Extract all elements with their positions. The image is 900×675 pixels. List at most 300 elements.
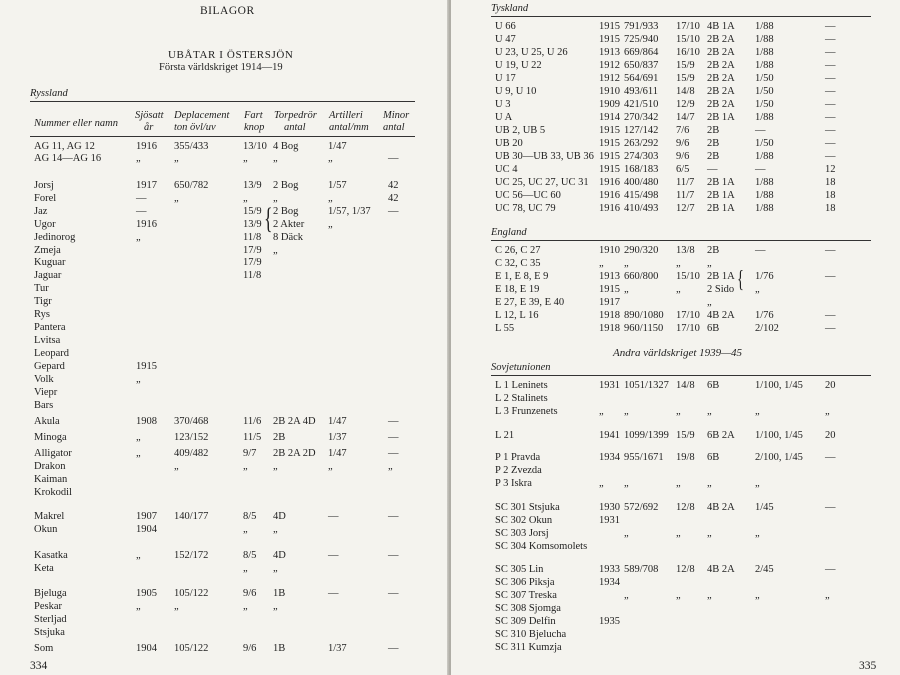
cell-displacement: 650/837: [624, 60, 659, 71]
cell-name: U 23, U 25, U 26: [495, 47, 568, 58]
col-header-displacement-unit: ton övl/uv: [174, 122, 216, 133]
cell-displacement: 589/708: [624, 564, 659, 575]
cell-speed: 8/5: [243, 550, 257, 561]
cell-mines: —: [825, 21, 836, 32]
cell-speed: 11/7: [676, 190, 695, 201]
cell-launched: 1915: [136, 361, 157, 372]
cell-speed: 17/9: [243, 257, 262, 268]
cell-launched: „: [136, 374, 141, 385]
cell-launched: 1916: [136, 141, 157, 152]
cell-artillery: 1/88: [755, 190, 774, 201]
cell-launched: 1913: [599, 271, 620, 282]
page-number: 334: [30, 660, 48, 672]
cell-displacement: 263/292: [624, 138, 659, 149]
right-page: [451, 0, 900, 675]
cell-launched: 1912: [599, 73, 620, 84]
cell-mines: —: [388, 153, 399, 164]
cell-artillery: —: [755, 164, 766, 175]
cell-torpedo: 2B 2A: [707, 34, 735, 45]
cell-torpedo: „: [273, 601, 278, 612]
cell-displacement: 140/177: [174, 511, 209, 522]
cell-launched: 1931: [599, 380, 620, 391]
cell-torpedo: 4B 2A: [707, 564, 735, 575]
cell-artillery: 1/57: [328, 180, 347, 191]
cell-torpedo: 6B: [707, 323, 720, 334]
cell-name: SC 301 Stsjuka: [495, 502, 560, 513]
cell-displacement: 725/940: [624, 34, 659, 45]
cell-mines: —: [388, 416, 399, 427]
cell-launched: 1912: [599, 60, 620, 71]
cell-name: Peskar: [34, 601, 62, 612]
cell-torpedo: „: [707, 590, 712, 601]
cell-artillery: 2/100, 1/45: [755, 452, 803, 463]
cell-artillery: 1/57, 1/37: [328, 206, 371, 217]
col-header-torpedo-unit: antal: [284, 122, 306, 133]
cell-mines: 18: [825, 177, 836, 188]
cell-launched: 1934: [599, 577, 620, 588]
cell-name: U 66: [495, 21, 516, 32]
section-heading-russia: Ryssland: [30, 88, 68, 99]
cell-torpedo: 1B: [273, 588, 286, 599]
cell-name: UC 25, UC 27, UC 31: [495, 177, 589, 188]
cell-name: Gepard: [34, 361, 65, 372]
section-heading-soviet: Sovjetunionen: [491, 362, 551, 373]
cell-mines: —: [825, 138, 836, 149]
cell-speed: 9/6: [243, 588, 257, 599]
cell-torpedo: 2B 2A: [707, 73, 735, 84]
cell-name: Kasatka: [34, 550, 68, 561]
cell-name: C 26, C 27: [495, 245, 541, 256]
cell-name: SC 304 Komsomolets: [495, 541, 588, 552]
cell-name: Volk: [34, 374, 54, 385]
cell-mines: —: [825, 245, 836, 256]
cell-name: U 19, U 22: [495, 60, 542, 71]
cell-displacement: 421/510: [624, 99, 659, 110]
cell-launched: „: [136, 153, 141, 164]
cell-artillery: „: [755, 590, 760, 601]
cell-torpedo: 4B 2A: [707, 502, 735, 513]
cell-name: SC 307 Treska: [495, 590, 557, 601]
cell-speed: 17/10: [676, 310, 700, 321]
cell-speed: „: [243, 524, 248, 535]
cell-artillery: „: [328, 219, 333, 230]
cell-name: Drakon: [34, 461, 66, 472]
cell-speed: 15/9: [243, 206, 262, 217]
cell-launched: „: [599, 478, 604, 489]
cell-artillery: 1/88: [755, 60, 774, 71]
cell-displacement: 890/1080: [624, 310, 664, 321]
cell-artillery: 1/76: [755, 271, 774, 282]
cell-name: Lvitsa: [34, 335, 61, 346]
cell-launched: —: [136, 193, 147, 204]
cell-speed: 11/5: [243, 432, 262, 443]
cell-launched: 1918: [599, 323, 620, 334]
cell-speed: „: [243, 563, 248, 574]
cell-artillery: 1/37: [328, 432, 347, 443]
cell-launched: 1910: [599, 86, 620, 97]
cell-name: SC 310 Bjelucha: [495, 629, 567, 640]
cell-mines: 20: [825, 380, 836, 391]
cell-artillery: 1/88: [755, 151, 774, 162]
cell-speed: 9/6: [676, 138, 690, 149]
cell-speed: 9/6: [676, 151, 690, 162]
cell-name: P 3 Iskra: [495, 478, 532, 489]
cell-name: Kaiman: [34, 474, 68, 485]
cell-displacement: 410/493: [624, 203, 659, 214]
cell-name: U 47: [495, 34, 516, 45]
cell-artillery: 1/100, 1/45: [755, 380, 803, 391]
cell-mines: —: [825, 47, 836, 58]
cell-speed: „: [676, 258, 681, 269]
cell-torpedo: 2B 2A 2D: [273, 448, 316, 459]
cell-launched: 1933: [599, 564, 620, 575]
cell-speed: 13/9: [243, 219, 262, 230]
page-title: UBÅTAR I ÖSTERSJÖN: [168, 49, 294, 61]
england-rule: [491, 240, 871, 241]
cell-name: L 55: [495, 323, 515, 334]
cell-name: Rys: [34, 309, 50, 320]
cell-torpedo: 2B 1A: [707, 112, 735, 123]
cell-displacement: 415/498: [624, 190, 659, 201]
cell-torpedo: „: [273, 563, 278, 574]
cell-speed: 11/6: [243, 416, 262, 427]
cell-torpedo: 4B 2A: [707, 310, 735, 321]
cell-displacement: 564/691: [624, 73, 659, 84]
cell-displacement: „: [624, 478, 629, 489]
cell-speed: 11/7: [676, 177, 695, 188]
cell-name: Alligator: [34, 448, 72, 459]
cell-torpedo: 8 Däck: [273, 232, 304, 243]
cell-speed: „: [676, 478, 681, 489]
cell-name: SC 303 Jorsj: [495, 528, 549, 539]
cell-artillery: 1/100, 1/45: [755, 430, 803, 441]
col-header-speed: Fart: [244, 110, 263, 121]
cell-name: AG 14—AG 16: [34, 153, 102, 164]
cell-name: UC 56—UC 60: [495, 190, 561, 201]
cell-torpedo: 2B 1A: [707, 203, 735, 214]
cell-speed: „: [243, 153, 248, 164]
cell-speed: 12/8: [676, 564, 695, 575]
cell-name: SC 308 Sjomga: [495, 603, 561, 614]
cell-torpedo: 2B 1A: [707, 190, 735, 201]
cell-name: SC 305 Lin: [495, 564, 544, 575]
cell-displacement: 400/480: [624, 177, 659, 188]
cell-displacement: „: [174, 601, 179, 612]
cell-torpedo: 2B: [707, 151, 720, 162]
cell-mines: —: [388, 550, 399, 561]
cell-displacement: 370/468: [174, 416, 209, 427]
cell-artillery: „: [755, 478, 760, 489]
cell-torpedo: 2B 2A: [707, 99, 735, 110]
cell-displacement: „: [174, 193, 179, 204]
cell-speed: 14/7: [676, 112, 695, 123]
cell-speed: 12/9: [676, 99, 695, 110]
cell-mines: 18: [825, 190, 836, 201]
cell-name: L 1 Leninets: [495, 380, 548, 391]
cell-artillery: 1/50: [755, 99, 774, 110]
cell-name: Ugor: [34, 219, 56, 230]
cell-launched: 1917: [599, 297, 620, 308]
cell-artillery: „: [755, 406, 760, 417]
cell-speed: 17/10: [676, 21, 700, 32]
cell-name: P 2 Zvezda: [495, 465, 542, 476]
cell-speed: 13/9: [243, 180, 262, 191]
cell-name: Viepr: [34, 387, 58, 398]
cell-launched: „: [136, 550, 141, 561]
cell-launched: 1908: [136, 416, 157, 427]
cell-name: Okun: [34, 524, 58, 535]
cell-mines: „: [825, 406, 830, 417]
cell-name: Tigr: [34, 296, 52, 307]
cell-displacement: 105/122: [174, 643, 209, 654]
cell-displacement: 105/122: [174, 588, 209, 599]
cell-artillery: 1/47: [328, 448, 347, 459]
cell-displacement: 791/933: [624, 21, 659, 32]
cell-launched: 1931: [599, 515, 620, 526]
page-subtitle: Första världskriget 1914—19: [159, 62, 283, 73]
cell-mines: —: [825, 60, 836, 71]
cell-launched: 1916: [136, 219, 157, 230]
cell-name: Jaz: [34, 206, 48, 217]
cell-torpedo: 2B 1A: [707, 177, 735, 188]
cell-name: E 1, E 8, E 9: [495, 271, 549, 282]
cell-torpedo: 4 Bog: [273, 141, 299, 152]
cell-speed: „: [243, 601, 248, 612]
cell-speed: „: [243, 193, 248, 204]
cell-mines: —: [825, 112, 836, 123]
cell-launched: 1910: [599, 245, 620, 256]
cell-name: L 12, L 16: [495, 310, 539, 321]
cell-speed: 12/7: [676, 203, 695, 214]
cell-speed: 13/10: [243, 141, 267, 152]
cell-mines: —: [388, 511, 399, 522]
cell-torpedo: „: [707, 406, 712, 417]
cell-artillery: 1/88: [755, 177, 774, 188]
cell-mines: —: [388, 588, 399, 599]
cell-artillery: 1/76: [755, 310, 774, 321]
cell-speed: „: [676, 406, 681, 417]
cell-mines: —: [388, 432, 399, 443]
cell-displacement: 127/142: [624, 125, 659, 136]
cell-name: Zmeja: [34, 245, 61, 256]
cell-launched: 1930: [599, 502, 620, 513]
cell-torpedo: 1B: [273, 643, 286, 654]
cell-speed: 8/5: [243, 511, 257, 522]
cell-speed: 9/7: [243, 448, 257, 459]
cell-speed: 19/8: [676, 452, 695, 463]
cell-launched: 1909: [599, 99, 620, 110]
cell-speed: 15/9: [676, 430, 695, 441]
cell-displacement: 270/342: [624, 112, 659, 123]
brace-mark: {: [264, 202, 273, 235]
cell-name: U 9, U 10: [495, 86, 537, 97]
cell-speed: 13/8: [676, 245, 695, 256]
cell-displacement: 669/864: [624, 47, 659, 58]
cell-artillery: —: [755, 245, 766, 256]
cell-mines: 20: [825, 430, 836, 441]
cell-speed: 6/5: [676, 164, 690, 175]
cell-mines: —: [388, 448, 399, 459]
col-header-mines-unit: antal: [383, 122, 405, 133]
cell-artillery: 1/88: [755, 21, 774, 32]
cell-name: E 27, E 39, E 40: [495, 297, 565, 308]
cell-torpedo: 2B: [707, 125, 720, 136]
cell-mines: 42: [388, 180, 399, 191]
cell-name: L 21: [495, 430, 515, 441]
cell-launched: 1934: [599, 452, 620, 463]
cell-mines: —: [825, 86, 836, 97]
cell-mines: —: [825, 564, 836, 575]
cell-launched: 1915: [599, 284, 620, 295]
cell-speed: 11/8: [243, 232, 262, 243]
cell-speed: 7/6: [676, 125, 690, 136]
cell-launched: 1917: [136, 180, 157, 191]
cell-displacement: 650/782: [174, 180, 209, 191]
cell-name: Stsjuka: [34, 627, 65, 638]
cell-displacement: 955/1671: [624, 452, 664, 463]
cell-torpedo: 2B 2A: [707, 60, 735, 71]
cell-displacement: 355/433: [174, 141, 209, 152]
cell-torpedo: 2B: [707, 138, 720, 149]
cell-speed: 15/9: [676, 73, 695, 84]
cell-displacement: 493/611: [624, 86, 659, 97]
col-header-displacement: Deplacement: [174, 110, 230, 121]
cell-artillery: „: [328, 461, 333, 472]
cell-name: Minoga: [34, 432, 67, 443]
cell-torpedo: 2 Bog: [273, 180, 299, 191]
cell-launched: 1914: [599, 112, 620, 123]
cell-artillery: 1/47: [328, 141, 347, 152]
running-header: BILAGOR: [200, 5, 255, 17]
cell-mines: —: [825, 502, 836, 513]
cell-artillery: 2/45: [755, 564, 774, 575]
cell-artillery: 1/88: [755, 34, 774, 45]
cell-artillery: 1/50: [755, 73, 774, 84]
cell-launched: 1915: [599, 151, 620, 162]
cell-name: SC 302 Okun: [495, 515, 553, 526]
cell-name: Bars: [34, 400, 54, 411]
cell-launched: 1904: [136, 524, 157, 535]
cell-mines: —: [825, 99, 836, 110]
cell-artillery: 1/88: [755, 112, 774, 123]
cell-name: UC 4: [495, 164, 518, 175]
cell-mines: —: [825, 271, 836, 282]
left-page: [0, 0, 449, 675]
cell-launched: 1916: [599, 203, 620, 214]
cell-torpedo: 2 Akter: [273, 219, 305, 230]
cell-artillery: 1/88: [755, 47, 774, 58]
cell-mines: —: [388, 206, 399, 217]
cell-artillery: 1/37: [328, 643, 347, 654]
ww2-heading: Andra världskriget 1939—45: [613, 347, 742, 359]
cell-name: Forel: [34, 193, 57, 204]
cell-launched: —: [136, 206, 147, 217]
cell-name: Jorsj: [34, 180, 54, 191]
cell-name: L 3 Frunzenets: [495, 406, 558, 417]
cell-mines: —: [388, 643, 399, 654]
cell-speed: 17/9: [243, 245, 262, 256]
cell-artillery: „: [328, 193, 333, 204]
cell-displacement: „: [174, 153, 179, 164]
cell-artillery: „: [755, 528, 760, 539]
cell-displacement: 290/320: [624, 245, 659, 256]
col-header-speed-unit: knop: [244, 122, 265, 133]
cell-name: U 3: [495, 99, 511, 110]
germany-rule: [491, 16, 871, 17]
cell-name: Jedinorog: [34, 232, 76, 243]
cell-name: Som: [34, 643, 54, 654]
page-number-right: 335: [859, 660, 877, 672]
cell-torpedo: „: [273, 245, 278, 256]
cell-displacement: 409/482: [174, 448, 209, 459]
cell-launched: 1915: [599, 164, 620, 175]
col-header-artillery-unit: antal/mm: [329, 122, 369, 133]
cell-torpedo: 2 Sido: [707, 284, 735, 295]
col-header-launched-unit: år: [144, 122, 154, 133]
cell-torpedo: „: [707, 528, 712, 539]
cell-speed: 14/8: [676, 86, 695, 97]
cell-torpedo: „: [273, 461, 278, 472]
cell-artillery: 1/50: [755, 138, 774, 149]
cell-name: SC 311 Kumzja: [495, 642, 562, 653]
cell-torpedo: 2B 2A 4D: [273, 416, 316, 427]
cell-speed: 15/10: [676, 34, 700, 45]
cell-speed: 15/10: [676, 271, 700, 282]
cell-name: AG 11, AG 12: [34, 141, 95, 152]
cell-mines: —: [825, 125, 836, 136]
col-header-name: Nummer eller namn: [34, 118, 118, 129]
col-header-mines: Minor: [383, 110, 410, 121]
cell-name: Tur: [34, 283, 49, 294]
cell-torpedo: „: [707, 478, 712, 489]
cell-launched: „: [136, 601, 141, 612]
cell-mines: „: [825, 590, 830, 601]
cell-artillery: 2/102: [755, 323, 779, 334]
cell-torpedo: „: [273, 524, 278, 535]
cell-torpedo: „: [707, 297, 712, 308]
cell-displacement: 274/303: [624, 151, 659, 162]
cell-launched: 1941: [599, 430, 620, 441]
cell-torpedo: 6B: [707, 380, 720, 391]
cell-displacement: „: [624, 284, 629, 295]
cell-displacement: 960/1150: [624, 323, 664, 334]
cell-speed: 17/10: [676, 323, 700, 334]
cell-mines: „: [388, 461, 393, 472]
cell-mines: 42: [388, 193, 399, 204]
cell-name: Bjeluga: [34, 588, 67, 599]
cell-torpedo: 2B 1A: [707, 271, 735, 282]
cell-launched: 1905: [136, 588, 157, 599]
cell-mines: —: [825, 151, 836, 162]
cell-displacement: 1051/1327: [624, 380, 669, 391]
cell-displacement: 168/183: [624, 164, 659, 175]
cell-torpedo: „: [707, 258, 712, 269]
cell-speed: „: [243, 461, 248, 472]
cell-name: UB 20: [495, 138, 523, 149]
section-heading-germany: Tyskland: [491, 3, 529, 14]
col-header-torpedo: Torpedrör: [274, 110, 317, 121]
cell-displacement: 152/172: [174, 550, 209, 561]
cell-speed: 9/6: [243, 643, 257, 654]
cell-speed: 14/8: [676, 380, 695, 391]
cell-launched: „: [599, 258, 604, 269]
cell-launched: 1916: [599, 177, 620, 188]
cell-launched: „: [136, 448, 141, 459]
header-rule-bottom: [30, 136, 415, 137]
cell-speed: „: [676, 590, 681, 601]
cell-torpedo: „: [273, 153, 278, 164]
cell-torpedo: 2B: [707, 245, 720, 256]
